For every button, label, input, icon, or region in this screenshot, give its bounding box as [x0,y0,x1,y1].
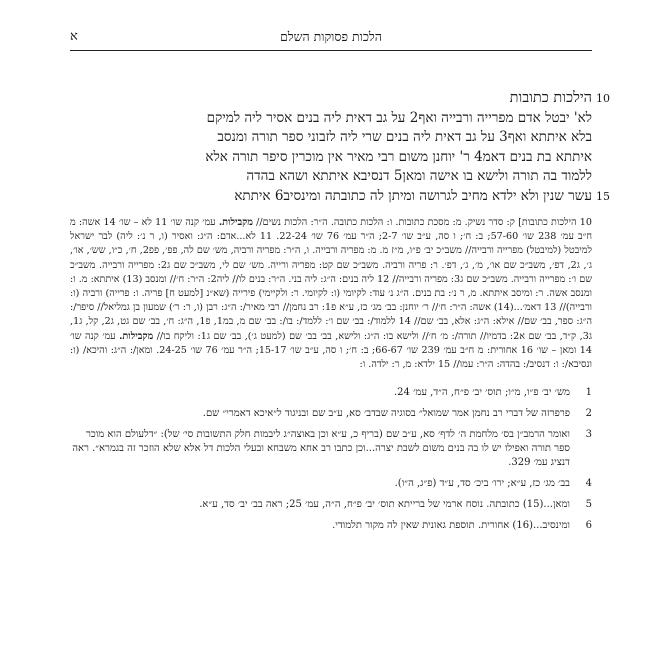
main-line: לא' יבטל אדם מפרייה ורבייה ואף2 על גב דאית ליה בנים אסיר ליה למיקם [206,109,592,126]
footnote [70,477,592,491]
apparatus-line: פפ2, ח׳, כ״ו, שש׳, או׳, ג׳, ג2, דפ׳, משב״כ שם או׳, מ׳, ג׳, דפ׳. ר: פריה ורביה. משב״כ [70,245,592,271]
apparatus-line: מקבילות. עמ׳ קנה שו׳ 11 לא – שו׳ 14 אשה: מ ח״ב עמ׳ 238 שו׳ 57-60; ב: ח׳; ו סה, [70,217,592,243]
running-title: הלכות פסוקות השלם [280,29,382,44]
main-text [70,89,610,206]
page-header [70,28,592,51]
page-number: א [70,29,78,44]
footnote-text: בב׳ מג׳ כז, ע״א; ירו׳ ביכ׳ סד, ע״ד (פ״ג, ה״ו). [394,478,570,490]
footnote-number: 5 [585,499,592,511]
apparatus-line: ליה2: ה״ר: ח׳// ומנסב (13) איתתא: מ. ו: ומנסב אשה. ר: ומיסב איתתא. מ, ר נ׳: בת בנים. [70,273,592,300]
apparatus-line: ע״ב שו׳ 2-7; ה״ר עמ׳ 76 שו׳ 22-24. [276,231,431,243]
apparatus-line: בב׳ שם (למעט ג׳), בב׳ שם ג1: וליקח בו// [156,330,317,342]
apparatus-line: (ו: ורבייה)// 13 דאמ׳...(14) אשה: ה״ר: ח׳// ר׳ יוחנן: בב׳ מג׳ כז, ע״א פ1: רב נחמן// [70,288,593,314]
footnote-number: 3 [585,429,592,441]
parallels-label: מקבילות. [218,217,253,228]
apparatus-line: ה״ג נ׳ עוד: לקיומי (ו: לקיומי. ר: ולקיימי) פירייה (שא״נ [למעט ח] פריה. ו: פרייה) ורביה [82,288,409,300]
line-number: 15 [596,189,610,203]
footnote [70,519,592,533]
parallels-label: מקבילות. [119,330,154,342]
footnote [70,498,592,512]
apparatus-line: סה, ע״ב שו׳ 15-17; ה״ר עמ׳ 76 שו׳ 24-25. [156,344,337,356]
apparatus-line: שם קט: מפריה ורייה. מש׳ שם לי, משב״כ שם ג2: מפרייה ורבייה. משב״כ שם ו׳: מפרייה [70,259,592,285]
main-line: איתתא בת בנים דאמ4 ר' יוחנן משום רבי מאיר אין מוכרין סיפר תורה אלא [205,148,592,165]
footnote-number: 6 [585,520,592,532]
main-line-numbered [70,187,610,207]
footnote-text: ומינסיב...(16) אחורית. תוספת גאונית שאין לה מקור תלמודי. [332,520,570,532]
critical-apparatus [70,216,592,372]
footnote-number: 4 [585,478,592,490]
section-title-line [70,89,610,109]
apparatus-line: ורבייה. משב״כ שם ג3: מפריה ורבייה// 12 ליה בנים: ה״ג: ליה בני. ה״ר: בנים לו// [232,273,537,285]
main-line: עשר שנין ולא ילדא מחיב לגרושה ומיתן לה כתובתה ומינסיב6 איתתא [234,187,592,204]
apparatus-line: 10 הילכות כתובות] ק: סדר נשיק. מ: מסכת כתובות. ו: הלכות כתובה. ה״ר: הלכות נשים// [256,217,592,228]
apparatus-line: מקבילות. עמ׳ קנה שו׳ 14 ומאן – שו׳ 16 אחורית: מ ח״ב עמ׳ 239 שו׳ 66-67; ב: ח׳; ו [70,330,592,356]
footnote-text: ואומר הרמב״ן בס׳ מלחמת ה׳ לדף׳ סא, ע״ב שם (בריף כ, ע״א וכן באוצה״ג ליבמות חלק התשובות סי׳ של): ״דלעולם הוא מוכר ספר תורה ואפילו יש לו בה בנים משום לשבת יצרה...וכן כתבו רב אחא משבחא ובעלי הלכות דל אלא שלא הוזכר זה בגמרא״. ראה דנציג עמ׳ 329. [72,429,570,469]
main-line: בלא איתתא ואף3 על גב דאית ליה בנים שרי ליה לזבוני ספר תורה ומנסב [217,129,592,145]
apparatus-line: ומאן/: ה״ג: והיכא/ (ו: ונסיבא/: ו: דנסיב/: בהדה: ה״ר: עמו// 15 ילדא: מ, ר: ילדה. ו: [70,344,592,371]
footnote [70,407,592,421]
apparatus-line: רבי מאיר/: ה״ג: רבן (ו, ר: ר׳) שמעון בן גמליאל// סיפר/: ה״ג: ספר, בב׳ שם// אילא: ה״ג: [70,302,592,328]
footnote [70,428,592,470]
section-title: הילכות כתובות [509,90,592,106]
footnote-text: ומאן...(15) כתובתה. נוסח ארמי של ברייתא תוס׳ יב׳ פ״ח, ה״ה, עמ׳ 25; ראה בב׳ יב׳ סד, ע״א. [199,499,570,511]
footnote [70,386,592,400]
apparatus-line: ורבייה// משב״כ יב׳ פ״ו, מ״ז מ. מ: מפריה ורבייה. ו, ה״ר: מפריה ורביה, מש׳ שם לה, פפ׳, [162,245,494,257]
footnote-number: 2 [585,408,592,420]
apparatus-line: אלא, בב׳ שם// 14 ללמוד/: בב׳ שם ו׳: ללמד/: בו/: בב׳ שם מ, במ1, פ1, ה״ג: ח׳, בב׳ [148,316,471,328]
footnotes [70,386,592,533]
line-number: 10 [596,92,610,105]
footnote-number: 1 [585,387,592,399]
apparatus-line: שם גט, ג2, קל, ג1, ג3, ק״ד, בב׳ שם א2: בדמיו// תורה/: מ׳ ח׳// ולישא בו: ה״ג: ולישא, בב׳ [70,316,592,342]
apparatus-line: 11 לא...אדם: ה״ג: ואסיר (ו, ר נ׳: ליה) לבר ישראל למיבטל (למיבטל) מפרייה [70,231,592,257]
footnote-text: פרפרזה של דברי רב נחמן אמר שמואל״ בסוגיה שבדב׳ סא, ע״ב שם ובניגוד ל״איכא דאמרי״ שם. [202,408,570,420]
main-line: ללמוד בה תורה ולישא בו אישה ומאן5 דנסיבא איתתא ושהא בהדה [246,168,592,184]
footnote-text: מש׳ יב׳ פ״ו, מ״ו; תוס׳ יב׳ פ״ח, ה״ד, עמ׳ 24. [393,387,570,399]
